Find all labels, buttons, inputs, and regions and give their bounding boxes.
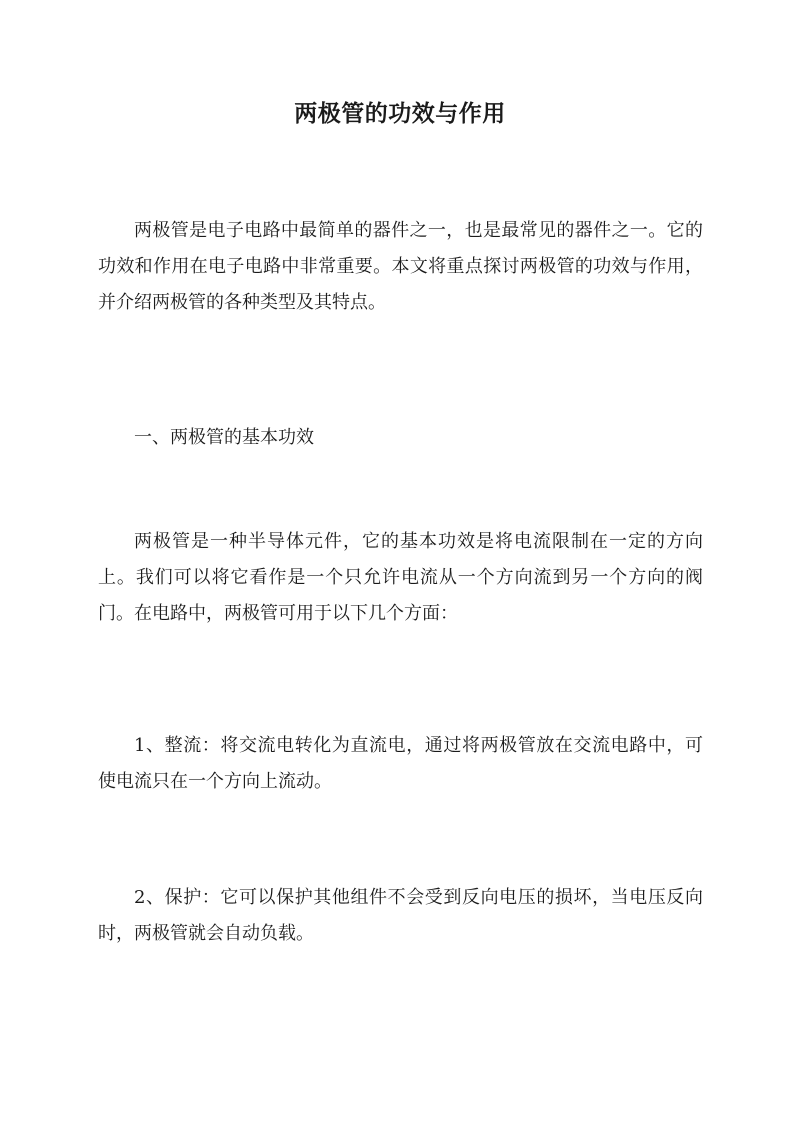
section-heading: 一、两极管的基本功效	[134, 427, 314, 448]
list-item-rectification: 1、整流：将交流电转化为直流电，通过将两极管放在交流电路中，可使电流只在一个方向上流动。	[98, 735, 703, 792]
intro-paragraph: 两极管是电子电路中最简单的器件之一，也是最常见的器件之一。它的功效和作用在电子电路中非常重要。本文将重点探讨两极管的功效与作用，并介绍两极管的各种类型及其特点。	[98, 220, 703, 313]
page-title: 两极管的功效与作用	[294, 100, 506, 127]
section-paragraph: 两极管是一种半导体元件，它的基本功效是将电流限制在一定的方向上。我们可以将它看作是一个只允许电流从一个方向流到另一个方向的阀门。在电路中，两极管可用于以下几个方面：	[98, 531, 703, 624]
list-item-protection: 2、保护：它可以保护其他组件不会受到反向电压的损坏，当电压反向时，两极管就会自动负载。	[98, 887, 703, 944]
